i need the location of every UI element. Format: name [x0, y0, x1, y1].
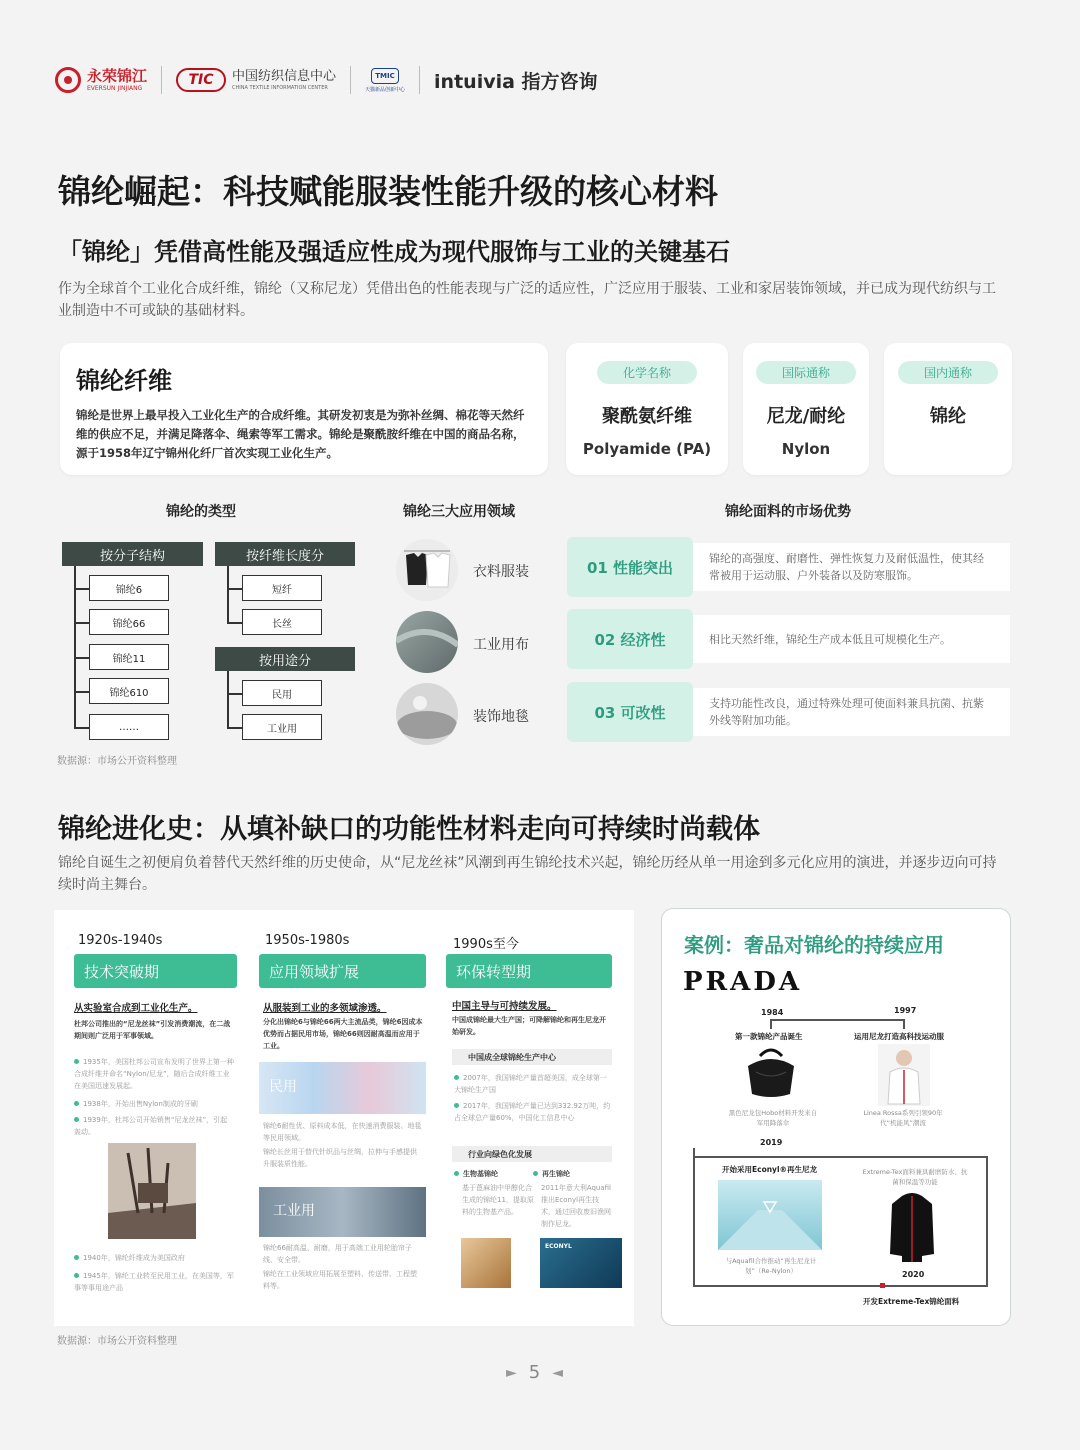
- event-caption: Linea Rossa系列引领90年代“机能风”潮流: [863, 1109, 943, 1127]
- bullet-dot-icon: [533, 1171, 538, 1176]
- era-bullet: 1938年，开始出售Nylon制成的牙刷: [74, 1098, 234, 1110]
- section2-intro: 锦纶自诞生之初便肩负着替代天然纤维的历史使命，从“尼龙丝袜”风潮到再生锦纶技术兴起，锦纶历经从单一用途到多元化应用的演进，并逐步迈向可持续时尚主舞台。: [58, 855, 997, 893]
- section1-heading: 「锦纶」凭借高性能及强适应性成为现代服饰与工业的关键基石: [58, 238, 730, 266]
- era-range: 1950s-1980s: [265, 933, 350, 948]
- timeline-line: [770, 1019, 772, 1029]
- logo-divider: [161, 66, 162, 94]
- logo-eversun-cn: 永荣锦江: [87, 66, 148, 85]
- type-item: 锦纶11: [89, 644, 169, 670]
- era-summary: 中国成锦纶最大生产国；可降解锦纶和再生尼龙开始研发。: [452, 1016, 606, 1036]
- era-label: 环保转型期: [446, 954, 612, 988]
- sportswear-image: [878, 1044, 930, 1106]
- tmic-mark: TMIC: [371, 68, 399, 84]
- era-text: 锦纶长丝用于替代针织品与丝绸，拉伸与手感提供升服装质性能。: [263, 1148, 417, 1168]
- hobo-bag-image: [740, 1044, 802, 1100]
- era-col-title: 再生锦纶: [533, 1168, 570, 1180]
- carpet-image: [396, 683, 458, 745]
- store-icon: [718, 1180, 822, 1250]
- tree-line: [227, 727, 243, 729]
- source-note: 数据源：市场公开资料整理: [57, 756, 177, 767]
- logo-eversun-en: EVERSUN JINJIANG: [87, 84, 143, 92]
- logo-ctic-cn: 中国纺织信息中心: [232, 68, 337, 84]
- tree-line: [227, 566, 229, 623]
- event-title: 运用尼龙打造高科技运动服: [854, 1032, 944, 1041]
- section1-intro: 作为全球首个工业化合成纤维，锦纶（又称尼龙）凭借出色的性能表现与广泛的适应性，广泛应用于服装、工业和家居装饰领域，并已成为现代纺织与工业制造中不可或缺的基础材料。: [58, 281, 996, 319]
- timeline-line: [693, 1148, 695, 1286]
- era-bullet: 1939年，杜邦公司开始销售“尼龙丝袜”，引起轰动。: [74, 1116, 228, 1136]
- event-title: 开发Extreme-Tex锦纶面料: [863, 1297, 960, 1306]
- historic-photo: [108, 1143, 196, 1239]
- era-text: 锦纶在工业领域应用拓展至塑料、传送带、工程塑料等。: [263, 1270, 417, 1290]
- era-bullet: 2007年，我国锦纶产量首超美国，成全球第一大锦纶生产国: [454, 1074, 607, 1094]
- advantage-text: 相比天然纤维，锦纶生产成本低且可规模化生产。: [693, 615, 1010, 663]
- page-indicator: [506, 1362, 563, 1383]
- advantage-text: 锦纶的高强度、耐磨性、弹性恢复力及耐低温性，使其经常被用于运动服、户外装备以及防寒服饰。: [693, 543, 1010, 591]
- bullet-dot-icon: [74, 1273, 79, 1278]
- app-label: 装饰地毯: [473, 709, 529, 725]
- era-label: 技术突破期: [74, 954, 237, 988]
- name-en: Nylon: [781, 440, 831, 458]
- logo-tmic: [365, 68, 405, 93]
- bullet-dot-icon: [74, 1117, 79, 1122]
- tree-line: [74, 727, 90, 729]
- event-caption: 与Aquafil合作推动“再生尼龙计划”（Re-Nylon）: [725, 1257, 817, 1275]
- tree-line: [74, 566, 76, 728]
- page-number: 5: [528, 1362, 541, 1383]
- case-title: 案例：奢品对锦纶的持续应用: [684, 933, 944, 957]
- event-title: 开始采用Econyl®再生尼龙: [722, 1165, 818, 1174]
- fabric-icon: [396, 611, 458, 673]
- logo-eversun: [55, 67, 147, 93]
- bullet-dot-icon: [74, 1101, 79, 1106]
- tree-line: [74, 622, 90, 624]
- tshirt-icon: [396, 539, 458, 601]
- advantage-text: 支持功能性改良，通过特殊处理可使面料兼具抗菌、抗紫外线等附加功能。: [693, 688, 1010, 736]
- era-bold: 中国主导与可持续发展。: [452, 1001, 557, 1012]
- era-text: 锦纶66耐高温、耐磨，用于高端工业用轮胎帘子线、安全带。: [263, 1244, 412, 1264]
- types-heading: 锦纶的类型: [166, 504, 236, 520]
- era-bullet: 1935年，美国杜邦公司宣布发明了世界上第一种合成纤维并命名“Nylon/尼龙”，随后合成纤维工业在美国迅速发展起。: [74, 1058, 234, 1090]
- logo-divider: [419, 66, 420, 94]
- logo-divider: [350, 66, 351, 94]
- types-length-head: 按纤维长度分: [215, 542, 355, 566]
- bullet-dot-icon: [454, 1103, 459, 1108]
- type-item: 锦纶610: [89, 678, 169, 704]
- era-summary: 杜邦公司推出的“尼龙丝袜”引发消费潮流，在二战期间则广泛用于军事领域。: [74, 1020, 231, 1040]
- type-item: 锦纶66: [89, 609, 169, 635]
- app-label: 衣料服装: [473, 564, 529, 580]
- era-bullet: 2017年，我国锦纶产量已达到332.92万吨，约占全球总产量60%，中国化工信息中心: [454, 1102, 611, 1122]
- era-band: 行业向绿色化发展: [452, 1146, 612, 1162]
- bullet-dot-icon: [454, 1171, 459, 1176]
- era-range: 1990s至今: [453, 937, 519, 952]
- tree-line: [227, 671, 229, 728]
- tree-line: [74, 691, 90, 693]
- timeline-line: [903, 1019, 905, 1029]
- header-logos: [55, 62, 598, 98]
- timeline-line: [693, 1156, 988, 1158]
- event-year: 1997: [894, 1006, 917, 1015]
- bag-icon: [740, 1044, 802, 1100]
- timeline-line: [693, 1285, 988, 1287]
- advantage-label: 01 性能突出: [567, 537, 693, 597]
- name-card-domestic: [884, 343, 1012, 475]
- event-caption: Extreme-Tex面料兼具耐磨防水、抗菌和保温等功能: [862, 1168, 968, 1186]
- jacket-person-icon: [878, 1044, 930, 1106]
- type-item: 民用: [242, 680, 322, 706]
- event-year: 2019: [760, 1138, 783, 1147]
- flower-logo-icon: [55, 67, 81, 93]
- era-bold: 从服装到工业的多领域渗透。: [263, 1003, 387, 1014]
- econyl-image: ECONYL: [540, 1238, 622, 1288]
- bio-nylon-image: [461, 1238, 511, 1288]
- tree-line: [74, 657, 90, 659]
- carpet-icon: [396, 683, 458, 745]
- fiber-desc: 锦纶是世界上最早投入工业化生产的合成纤维。其研发初衷是为弥补丝绸、棉花等天然纤维的供应不足，并满足降落伞、绳索等军工需求。锦纶是聚酰胺纤维在中国的商品名称，源于1958年辽宁锦州化纤厂首次实现工业化生产。: [76, 408, 525, 460]
- name-card-international: [743, 343, 869, 475]
- tree-line: [227, 693, 243, 695]
- logo-intuivia: intuivia 指方咨询: [434, 70, 598, 93]
- tree-line: [227, 588, 243, 590]
- timeline-line: [986, 1156, 988, 1286]
- era-bullet: 1940年，锦纶纤维成为美国政府: [74, 1252, 234, 1264]
- type-item: 短纤: [242, 575, 322, 601]
- name-card-chemical: [566, 343, 728, 475]
- factory-photo-icon: [108, 1143, 196, 1239]
- jacket-icon: [888, 1190, 936, 1264]
- event-title: 第一款锦纶产品诞生: [735, 1032, 803, 1041]
- advantages-heading: 锦纶面料的市场优势: [725, 504, 851, 520]
- tree-line: [227, 622, 243, 624]
- applications-heading: 锦纶三大应用领域: [403, 504, 515, 520]
- name-pill: 国际通称: [756, 361, 856, 384]
- era-range: 1920s-1940s: [78, 933, 163, 948]
- industrial-use-image: 工业用: [259, 1187, 426, 1237]
- type-item: 长丝: [242, 609, 322, 635]
- name-en: Polyamide (PA): [582, 440, 712, 458]
- bullet-dot-icon: [454, 1075, 459, 1080]
- econyl-store-image: [718, 1180, 822, 1250]
- era-bullet: 1945年，锦纶工业转至民用工业，在美国等，军事等事用途产品: [74, 1272, 234, 1292]
- page-title: 锦纶崛起：科技赋能服装性能升级的核心材料: [58, 172, 718, 211]
- era-text: 锦纶6耐性优、原料成本低，在快速消费服装、地毯等民用领域。: [263, 1122, 422, 1142]
- era-label: 应用领域扩展: [259, 954, 426, 988]
- type-item: 锦纶6: [89, 575, 169, 601]
- name-cn: 锦纶: [930, 406, 966, 427]
- section2-heading: 锦纶进化史：从填补缺口的功能性材料走向可持续时尚载体: [58, 814, 760, 845]
- ctic-mark: TIC: [176, 68, 226, 92]
- event-year: 1984: [761, 1008, 784, 1017]
- logo-ctic: [176, 68, 336, 92]
- bullet-dot-icon: [74, 1059, 79, 1064]
- logo-tmic-text: 天猫新品创新中心: [365, 86, 406, 93]
- timeline-marker: [880, 1283, 885, 1288]
- fiber-card: [60, 343, 548, 475]
- left-arrow-icon: ◄: [552, 1364, 564, 1381]
- era-bold: 从实验室合成到工业化生产。: [74, 1003, 198, 1014]
- brand-logo: PRADA: [683, 967, 803, 997]
- name-cn: 尼龙/耐纶: [766, 406, 846, 427]
- type-item: 工业用: [242, 714, 322, 740]
- fiber-title: 锦纶纤维: [76, 367, 172, 395]
- event-year: 2020: [902, 1270, 925, 1279]
- bullet-dot-icon: [74, 1255, 79, 1260]
- name-pill: 国内通称: [898, 361, 998, 384]
- tree-line: [74, 588, 90, 590]
- types-structure-head: 按分子结构: [62, 542, 203, 566]
- clothing-image: [396, 539, 458, 601]
- industrial-fabric-image: [396, 611, 458, 673]
- era-col-text: 基于蓖麻油中甲醇化合生成的锦纶11，提取原料的生物基产品。: [462, 1184, 534, 1216]
- era-band: 中国成全球锦纶生产中心: [452, 1049, 612, 1065]
- right-arrow-icon: ►: [506, 1364, 517, 1381]
- advantage-label: 02 经济性: [567, 609, 693, 669]
- advantage-label: 03 可改性: [567, 682, 693, 742]
- logo-ctic-en: CHINA TEXTILE INFORMATION CENTER: [232, 84, 328, 91]
- app-label: 工业用布: [473, 637, 529, 653]
- civil-use-image: 民用: [259, 1062, 426, 1114]
- types-use-head: 按用途分: [215, 647, 355, 671]
- type-item: ……: [89, 714, 169, 740]
- name-pill: 化学名称: [597, 361, 697, 384]
- extreme-tex-jacket-image: [888, 1190, 936, 1264]
- era-col-text: 2011年意大利Aquafil推出Econyl再生技术，通过回收废旧渔网制作尼龙。: [541, 1184, 612, 1228]
- event-caption: 黑色尼龙包Hobo材料开发来自军用降落伞: [728, 1109, 818, 1127]
- timeline-line: [770, 1019, 903, 1021]
- name-cn: 聚酰氨纤维: [602, 406, 692, 427]
- era-summary: 分化出锦纶6与锦纶66两大主流品类，锦纶6因成本优势而占据民用市场，锦纶66则因耐高温而应用于工业。: [263, 1018, 423, 1050]
- source-note: 数据源：市场公开资料整理: [57, 1336, 177, 1347]
- era-col-title: 生物基锦纶: [454, 1168, 498, 1180]
